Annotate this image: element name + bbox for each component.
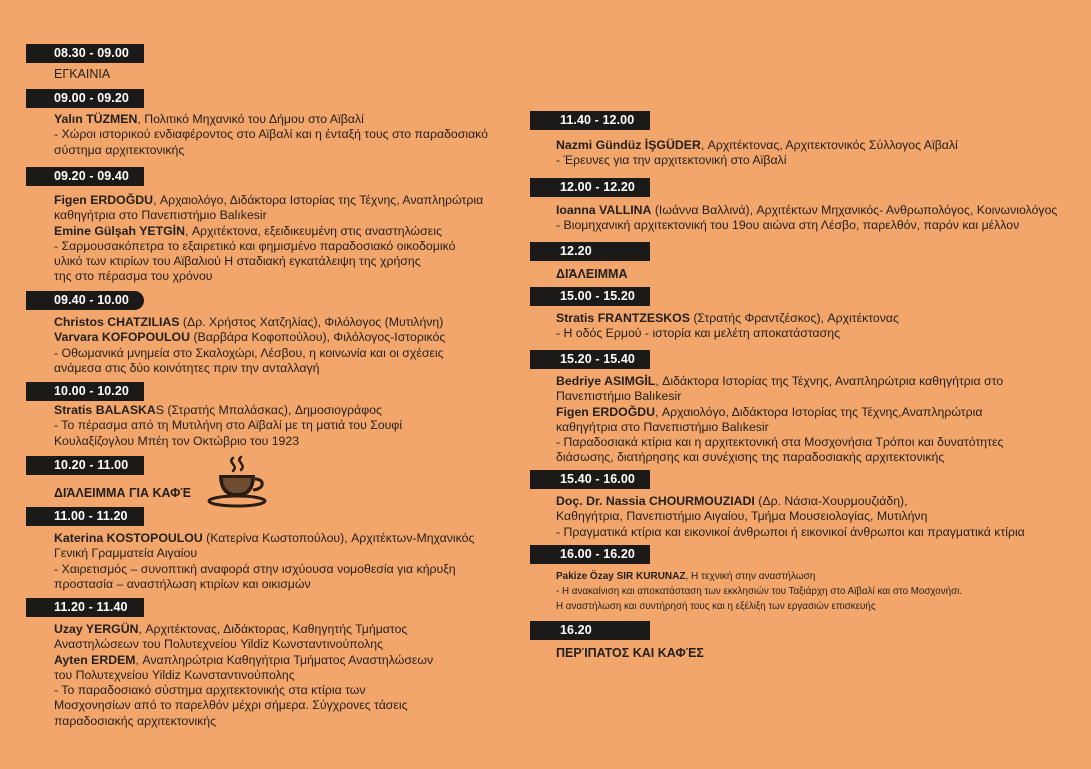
time-label: 11.40 - 12.00 bbox=[530, 111, 650, 130]
talk-title-cont: προστασία – αναστήλωση κτιρίων και οικισμών bbox=[54, 576, 311, 591]
speaker-line bbox=[54, 622, 536, 637]
talk-title: - Πραγματικά κτίρια και εικονικοί άνθρωποι ή εικονικοί άνθρωποι και πραγματικά κτίρια bbox=[556, 524, 1025, 539]
speaker-line bbox=[556, 494, 1090, 509]
session-1020 bbox=[26, 456, 536, 501]
time-label: 09.20 - 09.40 bbox=[26, 167, 144, 186]
walk-and-coffee-title: ΠΕΡΊΠΑΤΟΣ ΚΑΙ ΚΑΦΈΣ bbox=[556, 646, 704, 660]
talk-title-cont: υλικό των κτιρίων του Αϊβαλιού Η σταδιακή εγκατάλειψη της χρήσης bbox=[54, 254, 421, 269]
talk-title: - Βιομηχανική αρχιτεκτονική του 19ου αιώνα στη Λέσβο, παρελθόν, παρόν και μέλλον bbox=[556, 218, 1020, 233]
talk-title-cont: της στο πέρασμα του χρόνου bbox=[54, 269, 213, 284]
coffee-cup-icon bbox=[203, 455, 269, 510]
talk-title-cont: διάσωσης, διατήρησης και συνέχισης της παραδοσιακής αρχιτεκτονικής bbox=[556, 450, 945, 465]
session-1120 bbox=[26, 598, 536, 729]
speaker-role: (Κατερίνα Κωστοπούλου), Αρχιτέκτων-Μηχανικός bbox=[202, 531, 475, 545]
talk-title: - Χώροι ιστορικού ενδιαφέροντος στο Αϊβαλί και η ένταξή τους στο παραδοσιακό bbox=[54, 127, 489, 142]
session-1520 bbox=[530, 350, 1090, 466]
speaker-line bbox=[556, 374, 1090, 389]
session-1000 bbox=[26, 382, 536, 449]
talk-title-cont: Η αναστήλωση και συντήρησή τους και η εξέλιξη των εργασιών επισκευής bbox=[556, 601, 876, 612]
speaker-line bbox=[54, 330, 536, 345]
speaker-line bbox=[556, 405, 1090, 420]
time-label: 15.40 - 16.00 bbox=[530, 470, 650, 489]
talk-title: - Χαιρετισμός – συνοπτική αναφορά στην ισχύουσα νομοθεσία για κήρυξη bbox=[54, 561, 456, 576]
speaker-line bbox=[54, 193, 536, 208]
speaker-role-cont: Καθηγήτρια, Πανεπιστήμιο Αιγαίου, Τμήμα Μουσειολογίας, Μυτιλήνη bbox=[556, 509, 928, 524]
speaker-line bbox=[54, 653, 536, 668]
break-title: ΔΙΆΛΕΙΜΜΑ bbox=[556, 267, 628, 281]
time-label: 09.40 - 10.00 bbox=[26, 291, 144, 310]
talk-title-cont: παραδοσιακής αρχιτεκτονικής bbox=[54, 713, 217, 728]
speaker-name: Figen ERDOĞDU bbox=[54, 193, 154, 207]
speaker-role: , Αρχιτέκτονας, Αρχιτεκτονικός Σύλλογος Αϊβαλί bbox=[700, 138, 958, 152]
talk-title: - Το πέρασμα από τη Μυτιλήνη στο Αϊβαλί με τη ματιά του Σουφί bbox=[54, 418, 403, 433]
speaker-name: Ayten ERDEM bbox=[54, 652, 136, 667]
speaker-line bbox=[54, 403, 536, 418]
time-label: 11.20 - 11.40 bbox=[26, 598, 144, 617]
speaker-role: , Αρχιτέκτονα, εξειδικευμένη στις αναστηλώσεις bbox=[184, 223, 442, 238]
time-label: 09.00 - 09.20 bbox=[26, 89, 144, 108]
talk-title-cont: Κουλαξίζογλου Μπέη τον Οκτώβριο του 1923 bbox=[54, 433, 300, 448]
speaker-line bbox=[556, 203, 1090, 218]
session-1500 bbox=[530, 287, 1090, 342]
speaker-role: (Στρατής Φραντζέσκος), Αρχιτέκτονας bbox=[689, 311, 899, 325]
time-label: 10.20 - 11.00 bbox=[26, 456, 144, 475]
session-1600 bbox=[530, 545, 1090, 614]
speaker-name: Katerina KOSTOPOULOU bbox=[54, 531, 203, 545]
speaker-role: , Πολιτικό Μηχανικό του Δήμου στο Αϊβαλί bbox=[137, 112, 364, 126]
session-0920 bbox=[26, 167, 536, 285]
talk-title: - Η ανακαίνιση και αποκατάσταση των εκκλησιών του Ταξιάρχη στο Αϊβαλί και στο Μοσχονήσι. bbox=[556, 586, 963, 597]
talk-title: - Σαρμουσακόπετρα το εξαιρετικό και φημισμένο παραδοσιακό οικοδομικό bbox=[54, 238, 456, 253]
speaker-line bbox=[54, 112, 536, 127]
time-label: 12.00 - 12.20 bbox=[530, 178, 650, 197]
time-label: 15.00 - 15.20 bbox=[530, 287, 650, 306]
speaker-role-cont: του Πολυτεχνείου Yildiz Κωνσταντινούπολης bbox=[54, 667, 295, 682]
talk-title-cont: σύστημα αρχιτεκτονικής bbox=[54, 142, 185, 157]
speaker-role-cont: Γενική Γραμματεία Αιγαίου bbox=[54, 546, 198, 561]
session-0940 bbox=[26, 291, 536, 376]
speaker-role: (Βαρβάρα Κοφοπούλου), Φιλόλογος-Ιστορικός bbox=[190, 330, 446, 345]
talk-title: - Έρευνες για την αρχιτεκτονική στο Αϊβαλί bbox=[556, 153, 787, 168]
talk-title: - Οθωμανικά μνημεία στο Σκαλοχώρι, Λέσβου, η κοινωνία και οι σχέσεις bbox=[54, 345, 444, 360]
speaker-name: Ioanna VALLINA bbox=[556, 203, 652, 217]
session-1620 bbox=[530, 621, 1090, 661]
speaker-line bbox=[556, 569, 1090, 584]
speaker-name: Nazmi Gündüz İŞGÜDER bbox=[556, 138, 701, 152]
time-label: 11.00 - 11.20 bbox=[26, 507, 144, 526]
speaker-role: (Δρ. Νάσια-Χουρμουζιάδη), bbox=[754, 494, 908, 508]
speaker-role-cont: καθηγήτρια στο Πανεπιστήμιο Balıkesir bbox=[54, 208, 267, 223]
speaker-role: , Διδάκτορα Ιστορίας της Τέχνης, Αναπληρώτρια καθηγήτρια στο bbox=[655, 374, 1004, 388]
talk-title-cont: ανάμεσα στις δύο κοινότητες πριν την ανταλλαγή bbox=[54, 360, 320, 375]
session-1100 bbox=[26, 507, 536, 592]
speaker-role: , Η τεχνική στην αναστήλωση bbox=[685, 571, 816, 582]
speaker-line bbox=[54, 315, 536, 330]
speaker-name: Figen ERDOĞDU bbox=[556, 404, 656, 419]
speaker-line bbox=[54, 531, 536, 546]
speaker-role-cont: καθηγήτρια στο Πανεπιστήμιο Balıkesir bbox=[556, 419, 769, 434]
talk-title: - Παραδοσιακά κτίρια και η αρχιτεκτονική στα Μοσχονήσια Τρόποι και δυνατότητες bbox=[556, 435, 1004, 450]
speaker-role: , Αρχαιολόγο, Διδάκτορα Ιστορίας της Τέχνης, Αναπληρώτρια bbox=[153, 193, 484, 207]
time-label: 15.20 - 15.40 bbox=[530, 350, 650, 369]
speaker-name: Doç. Dr. Nassia CHOURMOUZIADI bbox=[556, 494, 755, 508]
talk-title-cont: Μοσχονησίων από το παρελθόν μέχρι σήμερα. Σύγχρονες τάσεις bbox=[54, 698, 408, 713]
speaker-name: Stratis BALASKA bbox=[54, 403, 156, 417]
coffee-break-title: ΔΙΆΛΕΙΜΜΑ ΓΙΑ ΚΑΦΈ bbox=[54, 486, 192, 500]
speaker-role-cont: Αναστηλώσεων του Πολυτεχνείου Yildiz Κωνσταντινούπολης bbox=[54, 637, 383, 652]
session-title: ΕΓΚΑΙΝΙΑ bbox=[54, 67, 111, 81]
speaker-role: (Δρ. Χρήστος Χατζηλίας), Φιλόλογος (Μυτιλήνη) bbox=[179, 315, 444, 329]
speaker-role: , Αρχαιολόγο, Διδάκτορα Ιστορίας της Τέχνης,Αναπληρώτρια bbox=[655, 404, 983, 419]
session-1200 bbox=[530, 178, 1090, 234]
time-label: 16.20 bbox=[530, 621, 650, 640]
speaker-line bbox=[556, 138, 1090, 153]
time-label: 10.00 - 10.20 bbox=[26, 382, 144, 401]
speaker-name: Christos CHATZILIAS bbox=[54, 315, 180, 329]
session-1140 bbox=[530, 111, 1090, 169]
speaker-name: Pakize Özay SIR KURUNAZ bbox=[556, 571, 686, 582]
speaker-role: , Αναπληρώτρια Καθηγήτρια Τμήματος Αναστηλώσεων bbox=[135, 652, 434, 667]
speaker-name: Bedriye ASIMGİL bbox=[556, 374, 656, 388]
speaker-role-cont: Πανεπιστήμιο Balıkesir bbox=[556, 389, 682, 404]
speaker-line bbox=[556, 311, 1090, 326]
session-0900 bbox=[26, 89, 536, 158]
speaker-role: , Αρχιτέκτονας, Διδάκτορας, Καθηγητής Τμήματος bbox=[138, 622, 408, 636]
speaker-name: Yalın TÜZMEN bbox=[54, 112, 138, 126]
talk-title: - Το παραδοσιακό σύστημα αρχιτεκτονικής στα κτίρια των bbox=[54, 683, 366, 698]
speaker-role: S (Στρατής Μπαλάσκας), Δημοσιογράφος bbox=[155, 403, 382, 417]
speaker-line bbox=[54, 224, 536, 239]
speaker-name: Uzay YERGÜN bbox=[54, 622, 139, 636]
session-0830 bbox=[26, 44, 536, 82]
session-1220 bbox=[530, 242, 1090, 282]
time-label: 08.30 - 09.00 bbox=[26, 44, 144, 63]
time-label: 16.00 - 16.20 bbox=[530, 545, 650, 564]
talk-title: - Η οδός Ερμού - ιστορία και μελέτη αποκατάστασης bbox=[556, 326, 841, 341]
speaker-name: Emine Gülşah YETGİN bbox=[54, 223, 185, 238]
time-label: 12.20 bbox=[530, 242, 650, 261]
session-1540 bbox=[530, 470, 1090, 540]
speaker-name: Varvara KOFOPOULOU bbox=[54, 330, 190, 345]
speaker-role: (Ιωάννα Βαλλινά), Αρχιτέκτων Μηχανικός- Ανθρωπολόγος, Κοινωνιολόγος bbox=[651, 203, 1058, 217]
speaker-name: Stratis FRANTZESKOS bbox=[556, 311, 690, 325]
